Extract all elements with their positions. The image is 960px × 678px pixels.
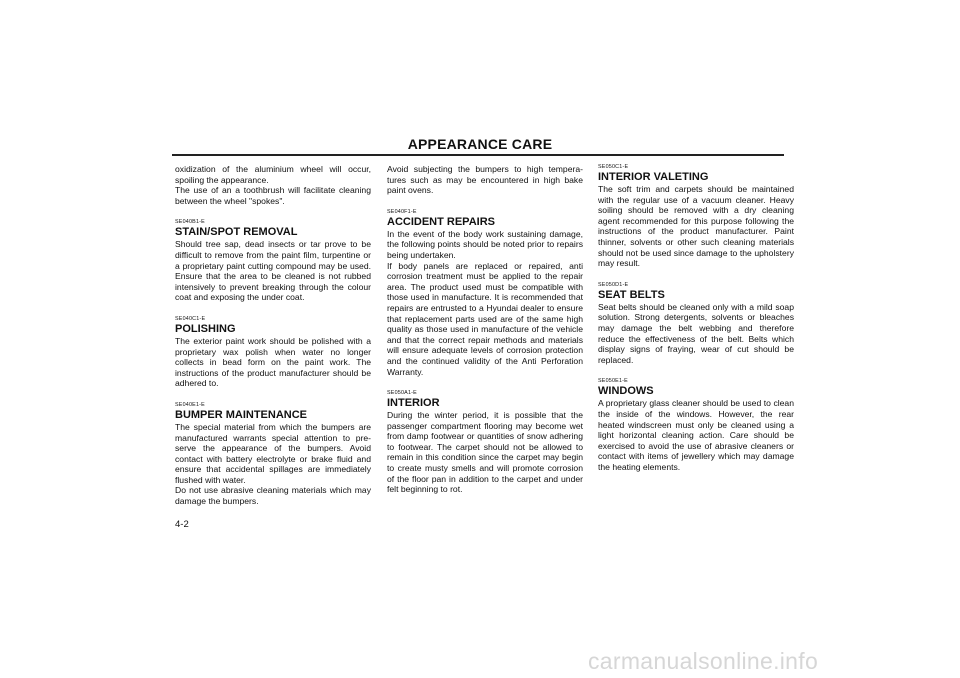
polishing-section-heading: POLISHING xyxy=(175,322,236,335)
stain-section-code: SE040B1-E xyxy=(175,219,205,226)
windows-section-code: SE050E1-E xyxy=(598,378,628,385)
page-title: APPEARANCE CARE xyxy=(407,136,553,152)
polishing-section-code: SE040C1-E xyxy=(175,315,206,322)
valeting-section-body: The soft trim and carpets should be maintained with the regular use of a vacuum cleaner. Heavy soiling should be removed with a dry cleaning agent recommended for this purpose following the instructions of the product manufacturer. Paint thinner, solvents or other such cleaning materials should not be used since damage to the upholstery may result. xyxy=(598,184,794,269)
windows-section-heading: WINDOWS xyxy=(598,385,654,398)
valeting-section-code: SE050C1-E xyxy=(598,164,629,170)
column-left xyxy=(175,164,371,507)
bumper-section-body-2: Do not use abrasive cleaning materials which may damage the bumpers. xyxy=(175,485,371,507)
interior-section-body: During the winter period, it is possible that the passenger compartment flooring may become wet from damp footwear or quantities of snow adhering to footwear. The carpet should not be allowed to remain in this condition since the carpet may begin to create musty smells and will promote corrosion of the floor pan in addition to the carpet and under felt beginning to rot. xyxy=(387,410,583,495)
polishing-section-body: The exterior paint work should be polished with a proprietary wax polish when water no longer collects in bead form on the paint work. The instructions of the product manufacturer should be adhered to. xyxy=(175,335,371,389)
stain-section-heading: STAIN/SPOT REMOVAL xyxy=(175,226,298,239)
seatbelts-section-body: Seat belts should be cleaned only with a mild soap solution. Strong detergents, solvents or bleaches may damage the belt webbing and therefore reduce the effectiveness of the belt. Belts which display signs of fraying, wear of cut should be replaced. xyxy=(598,301,794,365)
interior-section-code: SE050A1-E xyxy=(387,390,417,397)
page-number: 4-2 xyxy=(175,519,189,530)
bumper-section-heading: BUMPER MAINTENANCE xyxy=(175,408,307,421)
bumper-section-body: The special material from which the bumpers are manufactured warrants special attention to pre-serve the appearance of the bumpers. Avoid contact with battery electrolyte or brake fluid and ensure that accidental spillages are immediately flushed with water. xyxy=(175,421,371,485)
seatbelts-section-code: SE050D1-E xyxy=(598,281,629,288)
watermark-text: carmanualsonline.info xyxy=(588,648,819,674)
wheel-intro-text: oxidization of the aluminium wheel will occur, spoiling the appearance. xyxy=(175,164,371,185)
column-middle xyxy=(387,164,583,495)
seatbelts-section-heading: SEAT BELTS xyxy=(598,288,665,301)
windows-section-body: A proprietary glass cleaner should be used to clean the inside of the windows. However, the rear heated windscreen must only be cleaned using a light horizontal cleaning action. Care should be exercised to avoid the use of abrasive cleaners or contact with items of jewellery which may damage the heating elements. xyxy=(598,398,794,472)
accident-section-body-2: If body panels are replaced or repaired, anti corrosion treatment must be applied to the repair area. The product used must be compatible with those used in manufacture. It is recommended that repairs are entrusted to a Hyundai dealer to ensure that replacement parts used are of the same high quality as those used in manufacture of the vehicle and that the correct repair methods and materials will ensure adequate levels of corrosion protection and the continued validity of the Anti Perforation Warranty. xyxy=(387,260,583,377)
accident-section-code: SE040F1-E xyxy=(387,208,417,215)
bumper-continued-text: Avoid subjecting the bumpers to high tempera-tures such as may be encountered in high bake paint ovens. xyxy=(387,164,583,196)
bumper-section-code: SE040E1-E xyxy=(175,401,205,408)
stain-section-body: Should tree sap, dead insects or tar prove to be difficult to remove from the paint film, turpentine or a proprietary paint cutting compound may be used. Ensure that the area to be cleaned is not rubbed intensively to prevent breaking through the colour coat and exposing the under coat. xyxy=(175,239,371,303)
header-rule xyxy=(172,154,784,156)
wheel-intro-text-2: The use of an a toothbrush will facilitate cleaning between the wheel "spokes". xyxy=(175,185,371,206)
column-right xyxy=(598,164,794,472)
accident-section-heading: ACCIDENT REPAIRS xyxy=(387,215,495,228)
valeting-section-heading: INTERIOR VALETING xyxy=(598,171,709,183)
interior-section-heading: INTERIOR xyxy=(387,397,440,410)
accident-section-body: In the event of the body work sustaining damage, the following points should be noted prior to repairs being undertaken. xyxy=(387,228,583,260)
